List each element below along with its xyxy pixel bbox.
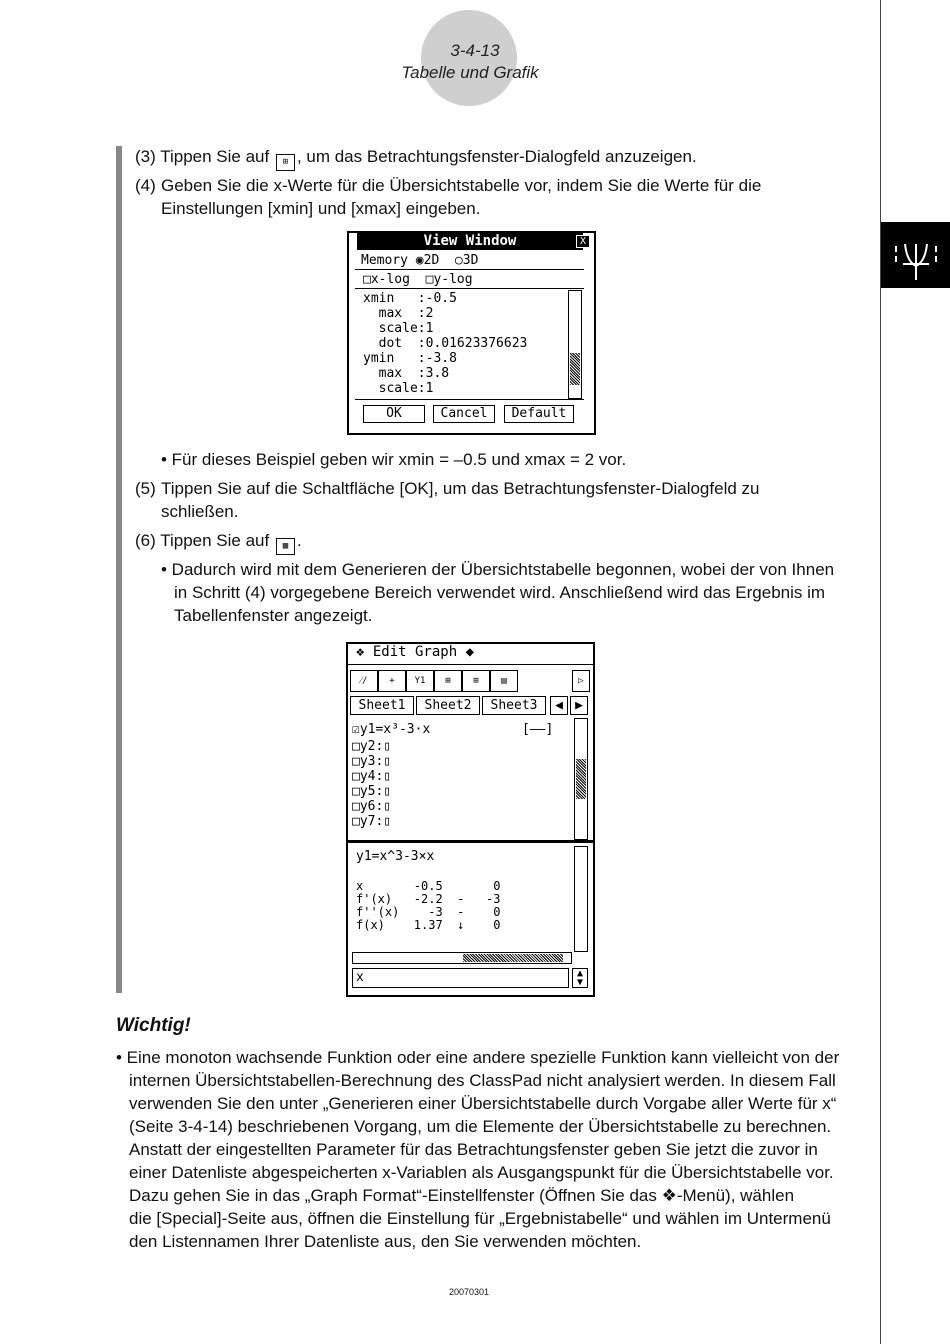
table-row-x[interactable]: x -0.5 0 <box>356 879 501 893</box>
classpad-screen <box>346 642 595 997</box>
page-number: 3-4-13 <box>450 41 500 60</box>
step-4-line1: Geben Sie die x-Werte für die Übersichtstabelle vor, indem Sie die Werte für die <box>161 176 762 195</box>
table-row-f2[interactable]: f''(x) -3 - 0 <box>356 905 501 919</box>
field-xmin[interactable]: xmin :-0.5 <box>363 291 457 306</box>
step-3: (3) Tippen Sie auf ⊞ , um das Betrachtungsfenster-Dialogfeld anzuzeigen. <box>135 145 697 171</box>
menu-bar[interactable]: ❖ Edit Graph ◆ <box>356 644 475 660</box>
func-y5[interactable]: □y5:▯ <box>352 784 392 799</box>
important-line-8: die [Special]-Seite aus, öffnen die Einstellung für „Ergebnistabelle“ und wählen im Untermenü <box>129 1209 831 1228</box>
tab-sheet3[interactable]: Sheet3 <box>482 696 546 715</box>
field-xscale[interactable]: scale:1 <box>363 321 434 336</box>
table-title: y1=x^3-3×x <box>356 849 435 864</box>
graph-icon <box>881 222 950 288</box>
step-5-num: (5) <box>135 479 156 498</box>
field-xdot[interactable]: dot :0.01623376623 <box>363 336 528 351</box>
scrollbar[interactable] <box>568 290 582 399</box>
entry-line[interactable]: x <box>352 968 569 988</box>
important-line-6: einer Datenliste abgespeicherten x-Variablen als Ausgangspunkt für die Übersichtstabelle vor. <box>129 1163 834 1182</box>
more-tools-icon[interactable]: ▷ <box>572 670 590 692</box>
graph-tool-icon[interactable]: ⁄∕ <box>350 670 378 692</box>
important-line-2: internen Übersichtstabellen-Berechnung des ClassPad nicht analysiert werden. In diesem Fall <box>129 1071 836 1090</box>
page-title: Tabelle und Grafik <box>401 63 539 82</box>
table-tool-icon[interactable]: ▤ <box>490 670 518 692</box>
view-window-dialog <box>347 231 596 435</box>
step-5-line1: Tippen Sie auf die Schaltfläche [OK], um das Betrachtungsfenster-Dialogfeld zu <box>161 479 760 498</box>
func-y1[interactable]: ☑y1=x³-3·x <box>352 722 431 737</box>
sketch-tool-icon[interactable]: + <box>378 670 406 692</box>
tab-next-icon[interactable]: ▶ <box>570 696 588 715</box>
func-y4[interactable]: □y4:▯ <box>352 769 392 784</box>
close-icon[interactable]: X <box>576 235 590 248</box>
bullet-2-line2: in Schritt (4) vorgegebene Bereich verwendet wird. Anschließend wird das Ergebnis im <box>174 583 826 602</box>
section-bar <box>116 146 122 993</box>
bullet-2-line3: Tabellenfenster angezeigt. <box>174 606 373 625</box>
function-list-icon[interactable]: Y1 <box>406 670 434 692</box>
tab-sheet2[interactable]: Sheet2 <box>416 696 480 715</box>
important-line-9: den Listennamen Ihrer Datenliste aus, den Sie verwenden möchten. <box>129 1232 642 1251</box>
h-scrollbar[interactable] <box>352 952 572 964</box>
dialog-title: View Window <box>357 233 583 250</box>
bullet-2-line1: • Dadurch wird mit dem Generieren der Übersichtstabelle begonnen, wobei der von Ihnen <box>161 560 835 579</box>
important-line-4: (Seite 3-4-14) beschriebenen Vorgang, um die Elemente der Übersichtstabelle zu berechnen. <box>129 1117 832 1136</box>
step-6: (6) Tippen Sie auf ▦ . <box>135 529 302 555</box>
field-xmax[interactable]: max :2 <box>363 306 434 321</box>
chapter-tab <box>881 222 950 288</box>
view-window-tool-icon[interactable]: ⊞ <box>434 670 462 692</box>
tab-prev-icon[interactable]: ◀ <box>550 696 568 715</box>
func-y3[interactable]: □y3:▯ <box>352 754 392 769</box>
table-row-f[interactable]: f(x) 1.37 ↓ 0 <box>356 918 501 932</box>
default-button[interactable]: Default <box>504 405 574 423</box>
cancel-button[interactable]: Cancel <box>433 405 495 423</box>
important-line-5: Anstatt der eingestellten Parameter für das Betrachtungsfenster geben Sie jetzt die zuvor in <box>129 1140 818 1159</box>
bullet-1: • Für dieses Beispiel geben wir xmin = –0.5 und xmax = 2 vor. <box>161 450 627 469</box>
table-input-tool-icon[interactable]: ⊞ <box>462 670 490 692</box>
tab-sheet1[interactable]: Sheet1 <box>350 696 414 715</box>
step-4-line2: Einstellungen [xmin] und [xmax] eingeben. <box>161 199 481 218</box>
func-y6[interactable]: □y6:▯ <box>352 799 392 814</box>
view-window-icon: ⊞ <box>276 154 295 171</box>
field-ymin[interactable]: ymin :-3.8 <box>363 351 457 366</box>
func-scrollbar[interactable] <box>574 718 588 840</box>
field-yscale[interactable]: scale:1 <box>363 381 434 396</box>
step-4-num: (4) <box>135 176 156 195</box>
log-row[interactable]: □x-log □y-log <box>363 272 473 287</box>
memory-row[interactable]: Memory ◉2D ○3D <box>361 253 479 268</box>
func-y7[interactable]: □y7:▯ <box>352 814 392 829</box>
footer-date: 20070301 <box>448 1287 490 1297</box>
step-5-line2: schließen. <box>161 502 239 521</box>
func-y2[interactable]: □y2:▯ <box>352 739 392 754</box>
ok-button[interactable]: OK <box>363 405 425 423</box>
important-line-7: Dazu gehen Sie in das „Graph Format“-Einstellfenster (Öffnen Sie das ❖-Menü), wählen <box>129 1186 795 1205</box>
margin-line <box>880 0 881 1344</box>
entry-scroll-icon[interactable]: ▲ ▼ <box>572 968 588 988</box>
table-scrollbar[interactable] <box>574 846 588 952</box>
line-style: [——] <box>522 722 554 737</box>
important-line-1: • Eine monoton wachsende Funktion oder eine andere spezielle Funktion kann vielleicht von der <box>116 1048 840 1067</box>
field-ymax[interactable]: max :3.8 <box>363 366 450 381</box>
table-row-f1[interactable]: f'(x) -2.2 - -3 <box>356 892 501 906</box>
important-line-3: verwenden Sie den unter „Generieren einer Übersichtstabelle durch Vorgabe aller Werte für x“ <box>129 1094 837 1113</box>
table-icon: ▦ <box>276 538 295 555</box>
important-heading: Wichtig! <box>116 1015 191 1036</box>
